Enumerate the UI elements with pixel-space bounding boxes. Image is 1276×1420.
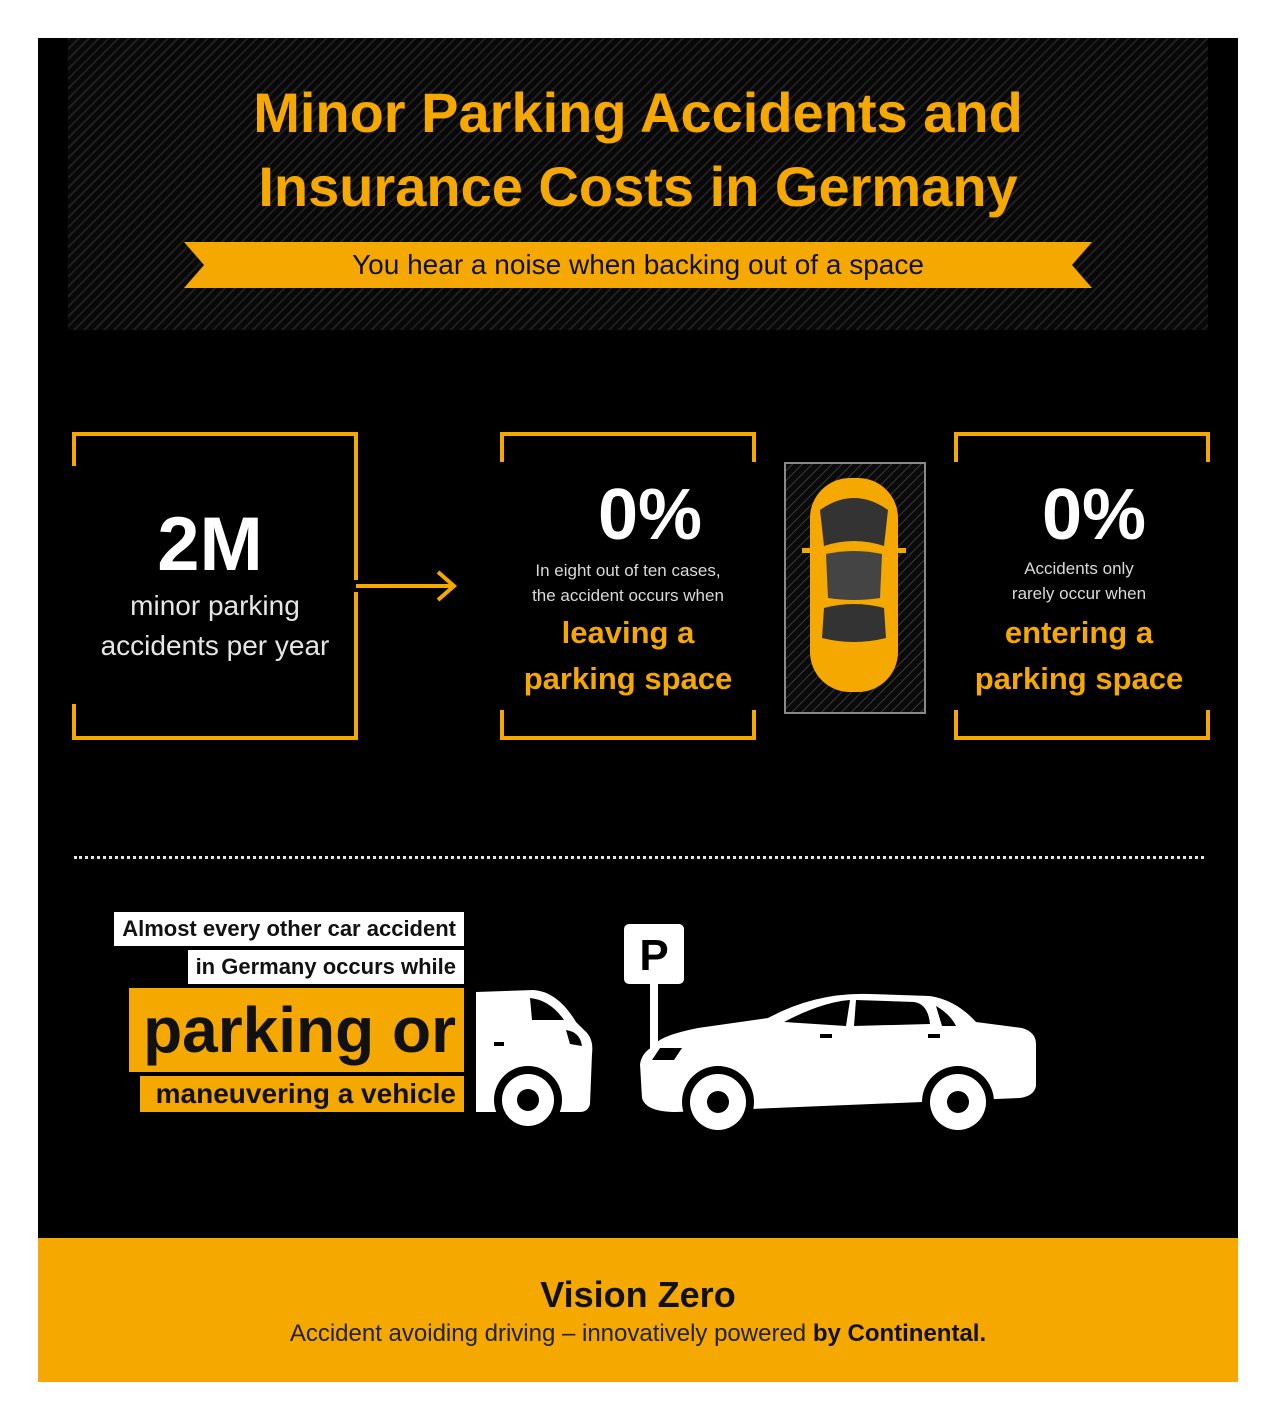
accidents-label-1: minor parking (130, 590, 300, 621)
parking-label-line-1: Almost every other car accident (114, 912, 464, 946)
accidents-label-2: accidents per year (100, 630, 330, 661)
footer-tagline (38, 1320, 1238, 1348)
page-title (38, 76, 1238, 224)
leaving-desc-2: the accident occurs when (532, 586, 724, 605)
title-line-2: Insurance Costs in Germany (258, 155, 1018, 218)
sedan-car-icon (638, 988, 1038, 1130)
entering-desc-1: Accidents only (1024, 559, 1134, 578)
dotted-divider (74, 856, 1204, 859)
parking-label-line-3: parking or (129, 988, 464, 1072)
footer (38, 1238, 1238, 1382)
subtitle-ribbon (184, 238, 1092, 292)
footer-tagline-bold: by Continental. (812, 1320, 987, 1347)
entering-desc-2: rarely occur when (1011, 584, 1147, 603)
entering-highlight-2: parking space (974, 661, 1184, 696)
infographic (38, 38, 1238, 1382)
accidents-value: 2M (157, 502, 263, 587)
title-line-1: Minor Parking Accidents and (253, 81, 1023, 144)
leaving-value: 0% (597, 475, 703, 555)
subtitle-text: You hear a noise when backing out of a space (352, 249, 924, 280)
footer-title: Vision Zero (540, 1274, 736, 1315)
stat-box-accidents (72, 432, 358, 740)
leaving-highlight-2: parking space (523, 661, 733, 696)
leaving-desc-1: In eight out of ten cases, (535, 561, 721, 580)
parking-label-line-2: in Germany occurs while (188, 950, 464, 984)
stat-box-leaving (500, 432, 756, 740)
stat-box-entering (954, 432, 1210, 740)
parking-label-line-4: maneuvering a vehicle (140, 1076, 464, 1112)
footer-tagline-regular: Accident avoiding driving – innovatively powered (289, 1320, 813, 1347)
arrow-right-icon (356, 568, 460, 604)
car-top-view-icon (784, 462, 926, 714)
parking-sign-letter: P (639, 931, 669, 980)
entering-highlight-1: entering a (1004, 615, 1154, 650)
leaving-highlight-1: leaving a (561, 615, 695, 650)
entering-value: 0% (1041, 475, 1147, 555)
hatchback-car-icon (476, 986, 596, 1136)
